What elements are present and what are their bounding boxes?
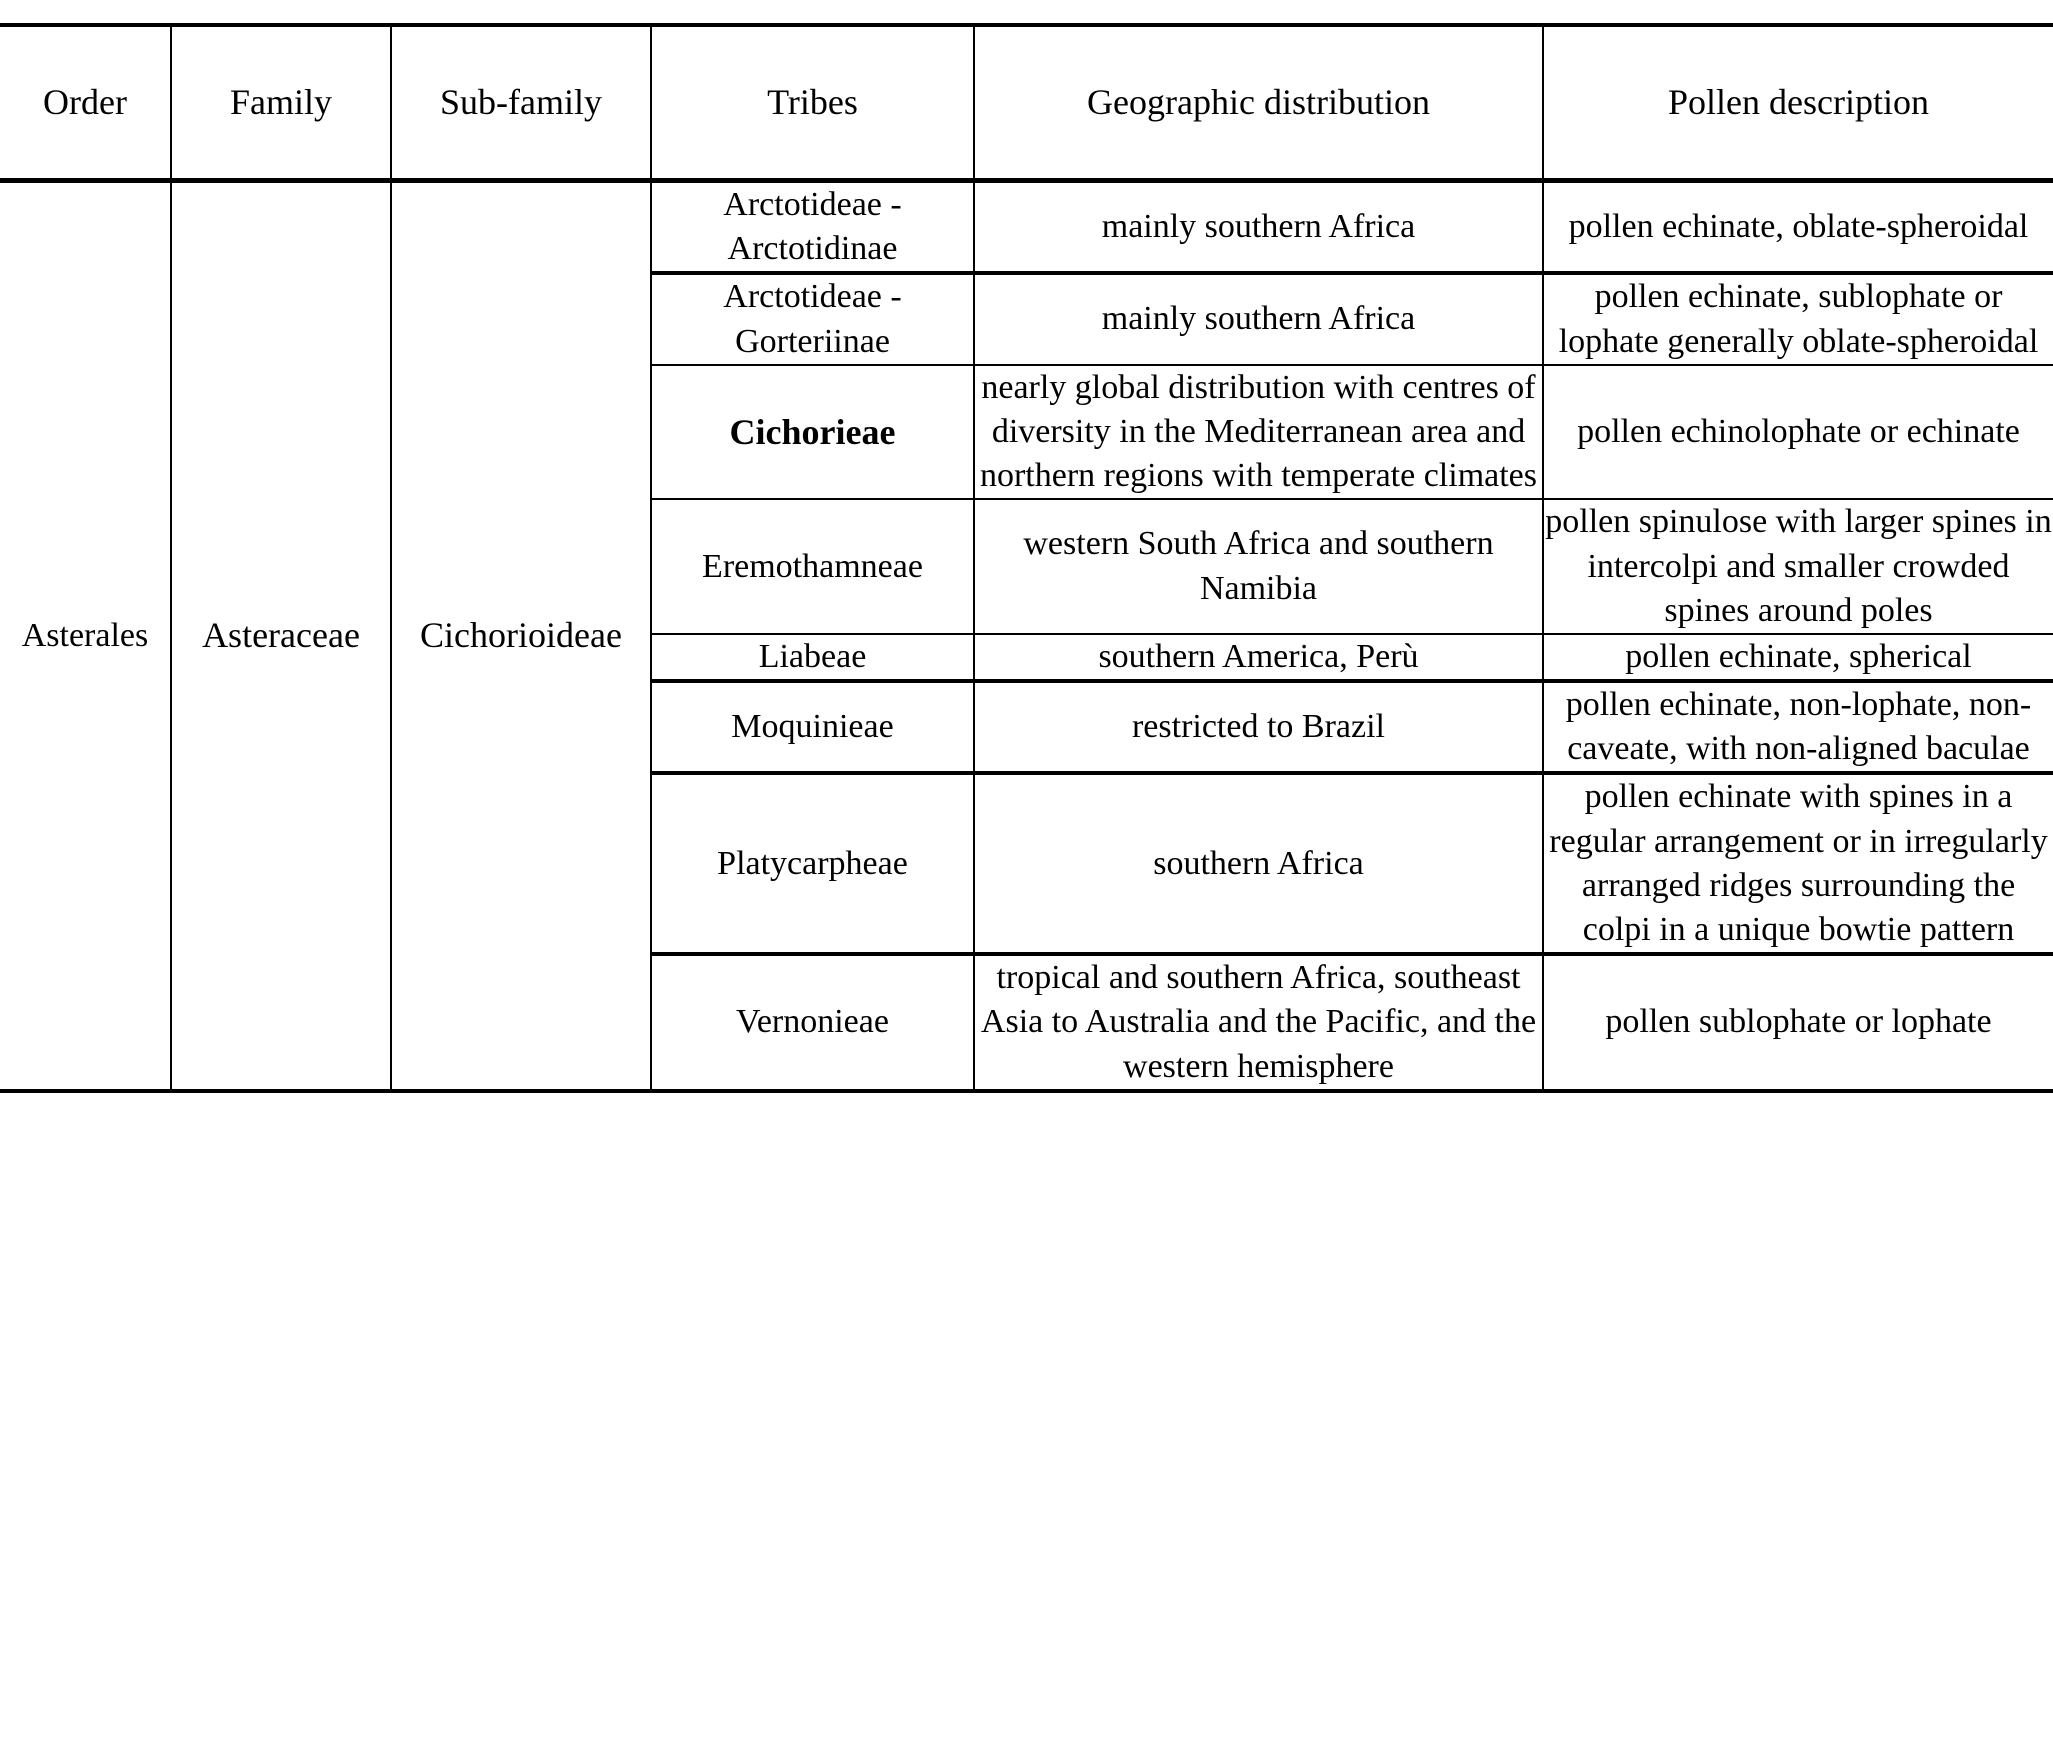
cell-pollen-description: pollen echinate, non-lophate, non-caveate, with non-aligned baculae [1543,681,2053,773]
cell-tribe: Cichorieae [651,365,974,500]
cell-order: Asterales [0,181,171,1091]
cell-pollen-description: pollen echinolophate or echinate [1543,365,2053,500]
cell-geographic-distribution: nearly global distribution with centres of diversity in the Mediterranean area and northern regions with temperate climates [974,365,1543,500]
column-header-tribes: Tribes [651,25,974,181]
table-body [0,181,2053,1091]
cell-tribe: Vernonieae [651,954,974,1091]
cell-geographic-distribution: western South Africa and southern Namibia [974,499,1543,634]
cell-pollen-description: pollen echinate, sublophate or lophate generally oblate-spheroidal [1543,273,2053,364]
table-row [0,181,2053,274]
column-header-geographic-distribution: Geographic distribution [974,25,1543,181]
cell-tribe: Platycarpheae [651,773,974,954]
cell-tribe: Moquinieae [651,681,974,773]
cell-pollen-description: pollen echinate, spherical [1543,634,2053,681]
cell-geographic-distribution: restricted to Brazil [974,681,1543,773]
table-header [0,25,2053,181]
cell-pollen-description: pollen echinate with spines in a regular arrangement or in irregularly arranged ridges surrounding the colpi in a unique bowtie pattern [1543,773,2053,954]
cell-geographic-distribution: mainly southern Africa [974,181,1543,274]
cell-geographic-distribution: southern America, Perù [974,634,1543,681]
column-header-order: Order [0,25,171,181]
cell-sub-family: Cichorioideae [391,181,651,1091]
column-header-pollen-description: Pollen description [1543,25,2053,181]
cell-tribe: Eremothamneae [651,499,974,634]
cell-tribe: Arctotideae - Gorteriinae [651,273,974,364]
cell-tribe: Arctotideae - Arctotidinae [651,181,974,274]
header-row [0,25,2053,181]
cell-pollen-description: pollen echinate, oblate-spheroidal [1543,181,2053,274]
taxonomy-table [0,23,2053,1093]
column-header-sub-family: Sub-family [391,25,651,181]
cell-pollen-description: pollen spinulose with larger spines in intercolpi and smaller crowded spines around poles [1543,499,2053,634]
cell-geographic-distribution: southern Africa [974,773,1543,954]
cell-geographic-distribution: tropical and southern Africa, southeast Asia to Australia and the Pacific, and the western hemisphere [974,954,1543,1091]
cell-geographic-distribution: mainly southern Africa [974,273,1543,364]
cell-pollen-description: pollen sublophate or lophate [1543,954,2053,1091]
cell-family: Asteraceae [171,181,391,1091]
column-header-family: Family [171,25,391,181]
cell-tribe: Liabeae [651,634,974,681]
